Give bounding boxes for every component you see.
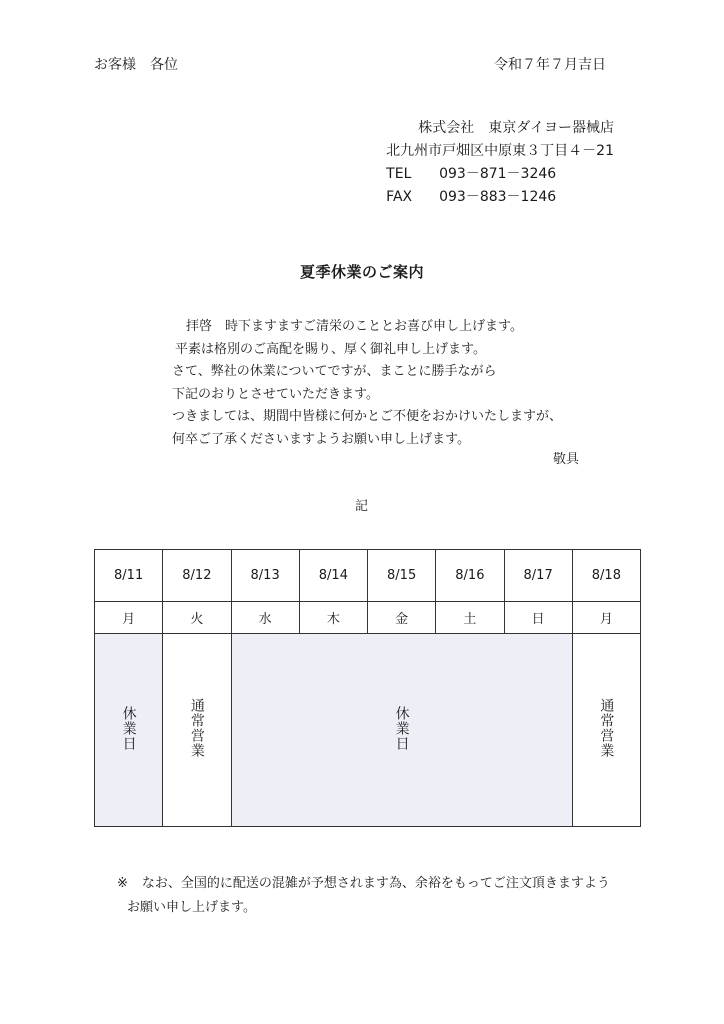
- body-line: 平素は格別のご高配を賜り、厚く御礼申し上げます。: [175, 341, 486, 357]
- status-open-cell: [163, 634, 231, 827]
- note-text: なお、全国的に配送の混雑が予想されます為、余裕をもってご注文頂きますよう: [141, 876, 610, 891]
- body-line: 下記のおりとさせていただきます。: [172, 386, 379, 402]
- body-line: 拝啓 時下ますますご清栄のこととお喜び申し上げます。: [186, 319, 523, 334]
- document-title: 夏季休業のご案内: [299, 263, 424, 281]
- fax-row: [386, 186, 614, 209]
- date-cell: 8/15: [368, 550, 436, 602]
- date-cell: 8/14: [299, 550, 367, 602]
- status-open-cell: [572, 634, 640, 827]
- note-block: [117, 872, 610, 920]
- weekday-cell: 火: [163, 602, 231, 634]
- weekday-cell: 木: [299, 602, 367, 634]
- status-closed-label: 休業日: [393, 705, 410, 751]
- weekday-cell: 月: [572, 602, 640, 634]
- dates-row: [95, 550, 641, 602]
- ki-marker: 記: [355, 499, 369, 514]
- note-line-2: お願い申し上げます。: [127, 900, 256, 915]
- closing: 敬具: [553, 452, 580, 467]
- status-open-label: 通常営業: [598, 698, 615, 758]
- date-cell: 8/18: [572, 550, 640, 602]
- body-line: つきましては、期間中皆様に何かとご不便をおかけいたしますが、: [172, 409, 563, 424]
- weekday-cell: 水: [231, 602, 299, 634]
- fax-number: 093－883－1246: [439, 189, 557, 205]
- tel-label: TEL: [386, 166, 412, 182]
- weekday-cell: 金: [368, 602, 436, 634]
- date-cell: 8/11: [95, 550, 163, 602]
- weekdays-row: [95, 602, 641, 634]
- note-line-1: [117, 872, 610, 896]
- date-cell: 8/13: [231, 550, 299, 602]
- date-cell: 8/12: [163, 550, 231, 602]
- issue-date: 令和７年７月吉日: [494, 57, 606, 73]
- fax-label: FAX: [386, 189, 413, 205]
- holiday-schedule-table: [94, 549, 641, 827]
- company-address: 北九州市戸畑区中原東３丁目４－21: [386, 143, 614, 159]
- status-closed-cell: [231, 634, 572, 827]
- weekday-cell: 土: [436, 602, 504, 634]
- company-name: 株式会社 東京ダイヨー器械店: [418, 120, 614, 136]
- weekday-cell: 日: [504, 602, 572, 634]
- date-cell: 8/17: [504, 550, 572, 602]
- recipient: お客様 各位: [94, 57, 178, 73]
- status-row: [95, 634, 641, 827]
- body-line: 何卒ご了承くださいますようお願い申し上げます。: [172, 431, 470, 447]
- letter-body: [172, 316, 562, 451]
- status-closed-label: 休業日: [120, 705, 137, 751]
- body-line: さて、弊社の休業についてですが、まことに勝手ながら: [172, 364, 497, 379]
- status-open-label: 通常営業: [188, 698, 205, 758]
- weekday-cell: 月: [95, 602, 163, 634]
- note-mark: ※: [117, 876, 128, 891]
- sender-block: [386, 117, 614, 209]
- status-closed-cell: [95, 634, 163, 827]
- tel-number: 093－871－3246: [439, 166, 557, 182]
- date-cell: 8/16: [436, 550, 504, 602]
- tel-row: [386, 163, 614, 186]
